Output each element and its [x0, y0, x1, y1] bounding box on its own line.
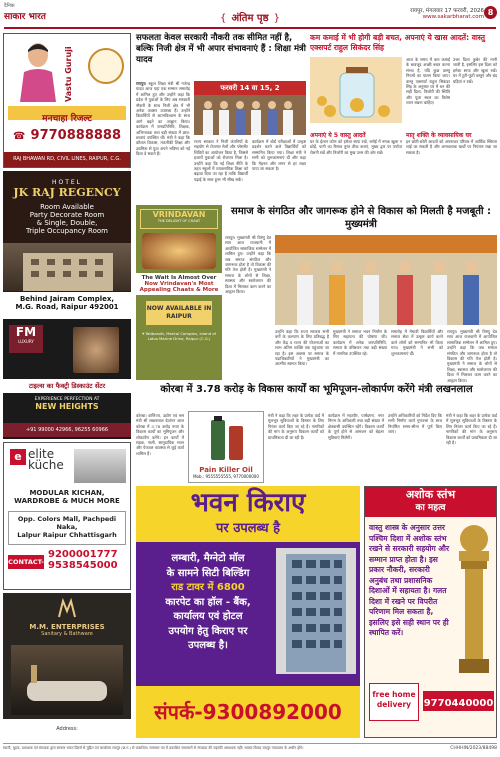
cm-col-1 — [225, 235, 271, 377]
elite-desc — [4, 489, 130, 505]
elite-line-2: WARDROBE & MUCH MORE — [14, 497, 120, 505]
korba-headline: कोरबा में 3.78 करोड़ के विकास कार्यों का भूमिपूजन-लोकार्पण करेंगे मंत्री लखनलाल — [160, 384, 473, 395]
fm-hindi-line: टाइल्स का फैक्ट्री डिस्काउंट सेंटर — [28, 382, 106, 390]
korba-col-1 — [136, 413, 184, 481]
cm-col-1-text: रायपुर। मुख्यमंत्री श्री विष्णु देव साय आज राजधानी में आयोजित सामाजिक सम्मेलन में शामिल हुए। उन्होंने कहा कि जब समाज संगठित और जागरूक होता है तो विकास की गति तेज होती है। मुख्यमंत्री ने समाज के लोगों से शिक्षा, स्वास्थ्य और स्वरोजगार की दिशा में मिलकर काम करने का आह्वान किया। — [225, 235, 271, 295]
education-headline: सफलता केवल सरकारी नौकरी तक सीमित नहीं है, बल्कि निजी क्षेत्र में भी अपार संभावनाएं हैं : शिक्षा मंत्री यादव — [136, 33, 306, 65]
rent-body-1: लम्बारी, मैग्नेटो मॉल — [171, 553, 245, 564]
rent-title-band — [136, 486, 360, 542]
elite-address-2: Lalpur Raipur Chhattisgarh — [17, 531, 117, 539]
tower-icon — [276, 548, 356, 674]
hotel-address-1: Behind Jairam Complex, — [19, 295, 115, 303]
vrindavan-cta: NOW AVAILABLE IN RAIPUR — [146, 305, 212, 320]
cm-col-4-text: समारोह में मेधावी विद्यार्थियों और समाज सेवा में उत्कृष्ट कार्य करने वाले लोगों को सम्मानित भी किया गया। मुख्यमंत्री ने सभी को शुभकामनाएं दीं। — [391, 329, 443, 356]
rent-body-2: के सामने सिटी बिल्डिंग — [166, 567, 250, 579]
dateline: रायपुर, मंगलवार 17 फरवरी, 2026 — [410, 8, 484, 14]
education-col-2-text: राज्य सरकार ने निजी कंपनियों के सहयोग से रोजगार मेलों और प्लेसमेंट शिविरों का आयोजन किया है, जिससे हजारों युवाओं को रोजगार मिला है। उन्होंने कहा कि नई शिक्षा नीति के तहत स्कूलों में व्यावसायिक शिक्षा को बढ़ावा दिया जा रहा है ताकि विद्यार्थी पढ़ाई के साथ हुनर भी सीख सकें। — [194, 139, 248, 182]
cm-article — [225, 205, 497, 383]
korba-col-3 — [328, 413, 384, 481]
location-icon: ⌖ — [142, 331, 145, 336]
vastu-phone-band — [8, 124, 126, 148]
vastu-col-4 — [406, 139, 497, 201]
elite-phones — [48, 549, 118, 571]
korba-col-5 — [446, 413, 497, 481]
cm-col-4 — [391, 329, 443, 377]
korba-col-4 — [388, 413, 442, 481]
vrindavan-food-photo — [142, 233, 216, 269]
dateline-block — [372, 6, 484, 20]
vastu-col-4-text: इन छोटी-छोटी आदतों को अपनाकर परिवार में आर्थिक स्थिरता लाई जा सकती है और अनावश्यक खर्चों पर नियंत्रण रखा जा सकता है। — [406, 139, 497, 155]
vrindavan-sub: THE DELIGHT OF CHAAT — [157, 219, 201, 223]
elite-brand-2: küche — [28, 458, 64, 472]
masthead-rule — [4, 27, 496, 29]
education-col-1-text: स्कूल शिक्षा मंत्री श्री गजेन्द्र यादव आज यहां एक सम्मान समारोह में शामिल हुए और उन्होंने कहा कि प्रदेश में युवाओं के लिए अब सरकारी नौकरी के साथ निजी क्षेत्र में भी अनेक अवसर उपलब्ध हैं। उन्होंने विद्यार्थियों से आत्मविश्वास के साथ आगे बढ़ने का आह्वान किया। कार्यक्रम में जनप्रतिनिधि, शिक्षक, अभिभावक तथा बड़ी संख्या में छात्र-छात्राएं उपस्थित थीं। मंत्री ने कहा कि कौशल विकास, तकनीकी शिक्षा और उद्यमिता से युवा अपने भविष्य को नई दिशा दे सकते हैं। — [136, 81, 191, 157]
rent-body-7: उपलब्ध है। — [188, 640, 228, 651]
rent-body-6: उपयोग हेतु किराए पर — [168, 625, 248, 637]
korba-col-2 — [268, 413, 324, 481]
vastu-col-1-text: आज के समय में कम कमाई के बावजूद अच्छी बचत करना संभव है, यदि कुछ वास्तु नियमों का पालन किया जाए। वास्तु एक्सपर्ट राहुल सिकंदर सिंह के अनुसार घर में धन की सही दिशा, तिजोरी की स्थिति और पूजा स्थल का विशेष ध्यान रखना चाहिए। — [406, 57, 450, 106]
dignitaries-icon — [275, 253, 497, 325]
education-col-3 — [252, 139, 306, 199]
vastu-article — [310, 33, 497, 203]
vrindavan-brand: VRINDAVAN — [152, 210, 206, 219]
lion-capital-icon — [453, 521, 495, 677]
rent-contact-band — [136, 686, 360, 738]
elite-phone-1[interactable]: 9200001777 — [48, 549, 118, 560]
fm-tag-1: EXPERIENCE PERFECTION AT — [34, 397, 100, 402]
hotel-line-1: Room Available — [40, 203, 94, 211]
vastu-brand-b: Guruji — [64, 46, 73, 74]
ashok-phone[interactable]: 9770440000 — [423, 698, 494, 709]
masthead — [0, 0, 500, 30]
vrindavan-text — [136, 273, 222, 295]
fm-contact-band — [3, 423, 131, 437]
education-dateline: रायपुर। — [136, 81, 147, 86]
ashok-title-band — [365, 487, 496, 517]
elite-logo-mark: e — [10, 449, 26, 465]
hotel-name: JK RAJ REGENCY — [13, 186, 121, 199]
cm-col-5-text: रायपुर। मुख्यमंत्री श्री विष्णु देव साय आज राजधानी में आयोजित सामाजिक सम्मेलन में शामिल हुए। उन्होंने कहा कि जब समाज संगठित और जागरूक होता है तो विकास की गति तेज होती है। मुख्यमंत्री ने समाज के लोगों से शिक्षा, स्वास्थ्य और स्वरोजगार की दिशा में मिलकर काम करने का आह्वान किया। — [447, 329, 497, 383]
korba-col-2-text: मंत्री ने कहा कि शहर के प्रत्येक वार्ड में मूलभूत सुविधाओं के विस्तार के लिए निरंतर कार्य किए जा रहे हैं। नागरिकों की मांग के अनुरूप विकास कार्यों को प्राथमिकता दी जा रही है। — [268, 413, 324, 440]
hotel-address-2: M.G. Road, Raipur 492001 — [15, 303, 119, 311]
fm-product-photo — [73, 327, 119, 373]
mm-address-band — [3, 719, 131, 739]
vastu-phone[interactable]: 9770888888 — [30, 128, 122, 143]
elite-contact-block — [8, 549, 126, 585]
vastu-col-1 — [406, 57, 450, 129]
ashok-title: अशोक स्तंभ — [405, 488, 456, 501]
education-article — [136, 33, 306, 201]
ashok-delivery-band — [369, 683, 419, 721]
korba-article — [136, 383, 497, 483]
vastu-col-3 — [310, 139, 402, 201]
pain-phone[interactable]: Mob.: 9555555555, 9770000000 — [193, 474, 259, 479]
mm-logo-icon — [57, 599, 77, 619]
elite-line-1: MODULAR KICHAN, — [29, 489, 105, 497]
cm-col-5 — [447, 329, 497, 383]
hotel-small: HOTEL — [51, 179, 83, 186]
rent-contact[interactable]: संपर्क-9300892000 — [154, 700, 342, 724]
vastu-logo-circle — [88, 48, 124, 84]
vrindavan-line-1: The Wait Is Almost Over — [141, 275, 217, 281]
elite-address-band — [8, 511, 126, 545]
elite-kuche-ad — [3, 442, 131, 590]
mm-enterprises-ad — [3, 593, 131, 739]
vastu-subhead-1: अपनाएं ये 5 वास्तु आदतें — [310, 132, 366, 139]
phone-icon: ☎ — [12, 131, 26, 142]
ashok-pillar-photo — [453, 521, 495, 677]
education-photo — [194, 81, 306, 135]
vrindavan-footer-text: Tatibandh, Mental Complex, inland of Lotus Marine Drive, Raipur (C.G.) — [145, 331, 216, 341]
ashok-delivery: free home delivery — [372, 690, 416, 709]
vastu-tagline: मनचाहा रिजल्ट — [42, 114, 92, 124]
rent-body-3: राड टावर में 6800 — [171, 582, 245, 593]
cm-col-3 — [333, 329, 387, 377]
fm-tag-block — [3, 397, 131, 411]
pain-killer-ad — [188, 411, 264, 483]
people-group-icon — [194, 95, 306, 135]
vrindavan-footer — [138, 331, 220, 341]
elite-logo-text — [28, 447, 64, 472]
vrindavan-ad — [136, 205, 222, 380]
vrindavan-line-2: Now Vrindavan's Most — [144, 281, 214, 287]
hotel-address-band — [3, 292, 131, 317]
vastu-portrait — [18, 40, 58, 102]
vastu-money-photo — [310, 57, 402, 123]
ornament-right-icon: } — [273, 13, 280, 24]
vastu-tagline-band — [8, 106, 126, 124]
pain-product: Pain Killer Oil — [199, 466, 253, 474]
hotel-line-2: Party Decorate Room — [29, 211, 105, 219]
cm-col-2-text: उन्होंने कहा कि राज्य सरकार सभी वर्गों के कल्याण के लिए प्रतिबद्ध है और केंद्र व राज्य की योजनाओं का लाभ अंतिम व्यक्ति तक पहुंचाया जा रहा है। इस अवसर पर समाज के पदाधिकारियों ने मुख्यमंत्री का आत्मीय स्वागत किया। — [275, 329, 329, 367]
page-title-band — [195, 6, 305, 22]
korba-col-3-text: कार्यक्रम में महापौर, पार्षदगण, नगर निगम के अधिकारी तथा बड़ी संख्या में क्षेत्रवासी उपस्थित रहेंगे। विकास कार्यों के पूर्ण होने से आमजन को बेहतर सुविधाएं मिलेंगी। — [328, 413, 384, 440]
ashok-body: वास्तु शास्त्र के अनुसार उत्तर पश्चिम दिशा में अशोक स्तंभ रखने से सरकारी सहयोग और सम्मान प्राप्त होता है। इस प्रकार नौकरी, सरकारी अनुबंध तथा प्रशासनिक दिशाओं में सहायता है। गलत दिशा में रखने पर विपरीत परिणाम मिल सकता है, इसलिए इसे सही स्थान पर ही स्थापित करें। — [369, 523, 450, 637]
paper-logo — [4, 3, 64, 25]
hotel-line-3: & Single, Double, — [36, 219, 98, 227]
elite-product-photo — [74, 449, 126, 483]
page-footer — [3, 743, 497, 755]
fm-tag-2: NEW HEIGHTS — [35, 402, 99, 411]
education-banner-text: फरवरी 14 वा 15, 2 — [220, 84, 280, 92]
vastu-guruji-ad — [3, 33, 131, 168]
education-col-3-text: कार्यक्रम में बोर्ड परीक्षाओं में उत्कृष्ट प्रदर्शन करने वाले विद्यार्थियों को सम्मानित किया गया। शिक्षा मंत्री ने सभी को शुभकामनाएं दीं और कहा कि मेहनत और लगन से हर लक्ष्य पाया जा सकता है। — [252, 139, 306, 172]
ornament-left-icon: { — [220, 13, 227, 24]
education-stage-banner — [194, 81, 306, 95]
vrindavan-line-3: Appealing Chaats & More — [139, 287, 219, 293]
ashok-phone-band — [423, 691, 494, 711]
bathtub-icon — [11, 645, 123, 715]
footer-reg: CHHHIN/2023/88498 — [450, 746, 497, 751]
fm-brand-2: LUXURY — [18, 339, 34, 344]
paper-name: साकार भारत — [4, 12, 46, 22]
vastu-brand-a: Vastu — [64, 76, 73, 102]
fm-brand: FM — [15, 325, 37, 339]
cm-headline: समाज के संगठित और जागरूक होने से विकास को मिलती है मजबूती : मुख्यमंत्री — [230, 206, 492, 230]
elite-address-1: Opp. Colors Mall, Pachpedi Naka, — [17, 515, 117, 531]
rent-title: भवन किराए — [190, 488, 306, 518]
korba-col-4-text: उन्होंने अधिकारियों को निर्देश दिए कि सभी निर्माण कार्य गुणवत्ता के साथ निर्धारित समय-सीमा में पूर्ण किए जाएं। — [388, 413, 442, 435]
vastu-col-3-text: घर के ईशान कोण को हमेशा साफ रखें, रसोई में नमक खुला न छोड़ें, पानी का रिसाव तुरंत ठीक कराएं, मुख्य द्वार पर पर्याप्त रोशनी रखें और तिजोरी का मुख उत्तर की ओर रखें। — [310, 139, 402, 155]
vastu-col-2-text: उत्तर दिशा कुबेर की मानी जाती है, इसलिए इस दिशा को हमेशा साफ और खुला रखें। घर में टूटी-फूटी वस्तुएं और बंद घड़ियां न रखें। — [453, 57, 497, 84]
vastu-col-2 — [453, 57, 497, 129]
korba-col-1-text: कोरबा। वाणिज्य, उद्योग एवं श्रम मंत्री श्री लखनलाल देवांगन आज कोरबा में 3.78 करोड़ रुपए के विकास कार्यों का भूमिपूजन और लोकार्पण करेंगे। इन कार्यों में सड़क, नाली, सामुदायिक भवन और पेयजल व्यवस्था से जुड़े कार्य शामिल हैं। — [136, 413, 184, 456]
vastu-headline: कम कमाई में भी होगी बड़ी बचत, अपनाएं ये खास आदतें: वास्तु एक्सपर्ट राहुल सिकंदर सिंह — [310, 33, 485, 52]
vastu-address: RAJ BHAWAN RD, CIVIL LINES, RAIPUR, C.G. — [13, 156, 121, 162]
education-col-1 — [136, 81, 190, 199]
portrait-icon — [18, 40, 58, 102]
ashok-title-2: का महत्व — [415, 503, 446, 513]
cm-col-2 — [275, 329, 329, 377]
page-number-badge — [484, 6, 497, 19]
elite-contact-label: CONTACT- — [8, 558, 44, 566]
vrindavan-logo-band — [140, 209, 218, 229]
mm-monogram-icon — [57, 599, 77, 619]
vastu-subhead-2: मातृ शक्ति के व्यावसायिक घर — [406, 132, 472, 139]
elite-brand: elite — [28, 447, 55, 461]
page-title: अंतिम पृष्ठ — [231, 13, 269, 24]
rent-building-photo — [276, 548, 356, 674]
cm-stage-banner — [275, 235, 497, 253]
fm-contact[interactable]: +91 99000 42966, 96255 60966 — [25, 427, 109, 433]
oil-bottle-icon — [189, 412, 265, 462]
fm-luxury-ad — [3, 319, 131, 439]
vastu-address-band — [4, 152, 130, 167]
cm-photo — [275, 235, 497, 325]
rent-body — [142, 552, 274, 654]
mm-sub: Sanitary & Bathware — [41, 631, 93, 637]
hotel-photo — [3, 243, 131, 291]
rent-subtitle: पर उपलब्ध है — [215, 521, 281, 536]
fm-hindi-band — [3, 379, 131, 393]
korba-col-5-text: मंत्री ने कहा कि शहर के प्रत्येक वार्ड में मूलभूत सुविधाओं के विस्तार के लिए निरंतर कार्य किए जा रहे हैं। नागरिकों की मांग के अनुरूप विकास कार्यों को प्राथमिकता दी जा रही है। — [446, 413, 497, 446]
rent-body-5: कार्यालय एवं होटल — [173, 611, 243, 622]
elite-phone-2[interactable]: 9538545000 — [48, 560, 118, 571]
vrindavan-cta-box — [146, 301, 212, 325]
mm-address: Address: — [56, 726, 78, 732]
cm-col-3-text: मुख्यमंत्री ने समाज भवन निर्माण के लिए सहायता की घोषणा की। कार्यक्रम में अनेक जनप्रतिनिधि, समाज के वरिष्ठजन तथा बड़ी संख्या में नागरिक उपस्थित रहे। — [333, 329, 387, 356]
mm-product-photo — [11, 645, 123, 715]
money-jar-icon — [310, 57, 402, 123]
page-number: 8 — [487, 8, 494, 17]
edition-small: दैनिक — [4, 3, 15, 9]
rent-body-4: कारपेट का हॉल - बैंक, — [165, 596, 251, 608]
rent-ad — [136, 486, 360, 738]
hotel-ad — [3, 171, 131, 317]
elite-contact-label-box — [8, 555, 44, 569]
fm-logo — [9, 325, 43, 353]
hotel-line-4: Triple Occupancy Room — [26, 227, 108, 235]
mm-brand: M.M. ENTERPRISES — [29, 623, 105, 631]
education-col-2 — [194, 139, 248, 199]
website[interactable]: www.sakarbharat.com — [422, 14, 484, 20]
ashok-stambh-ad — [364, 486, 497, 738]
building-icon — [3, 243, 131, 291]
vastu-brand-vertical — [64, 40, 80, 102]
footer-imprint: स्वामी, मुद्रक, प्रकाशक एवं संपादक द्वारा साकार भारत प्रिंटर्स से मुद्रित एवं कार्यालय रायपुर (छ.ग.) से प्रकाशित। समाचार पत्र में प्रकाशित समाचारों से संपादक की सहमति आवश्यक नहीं। समस्त विवाद रायपुर न्यायालय के अधीन होंगे। — [3, 746, 304, 750]
